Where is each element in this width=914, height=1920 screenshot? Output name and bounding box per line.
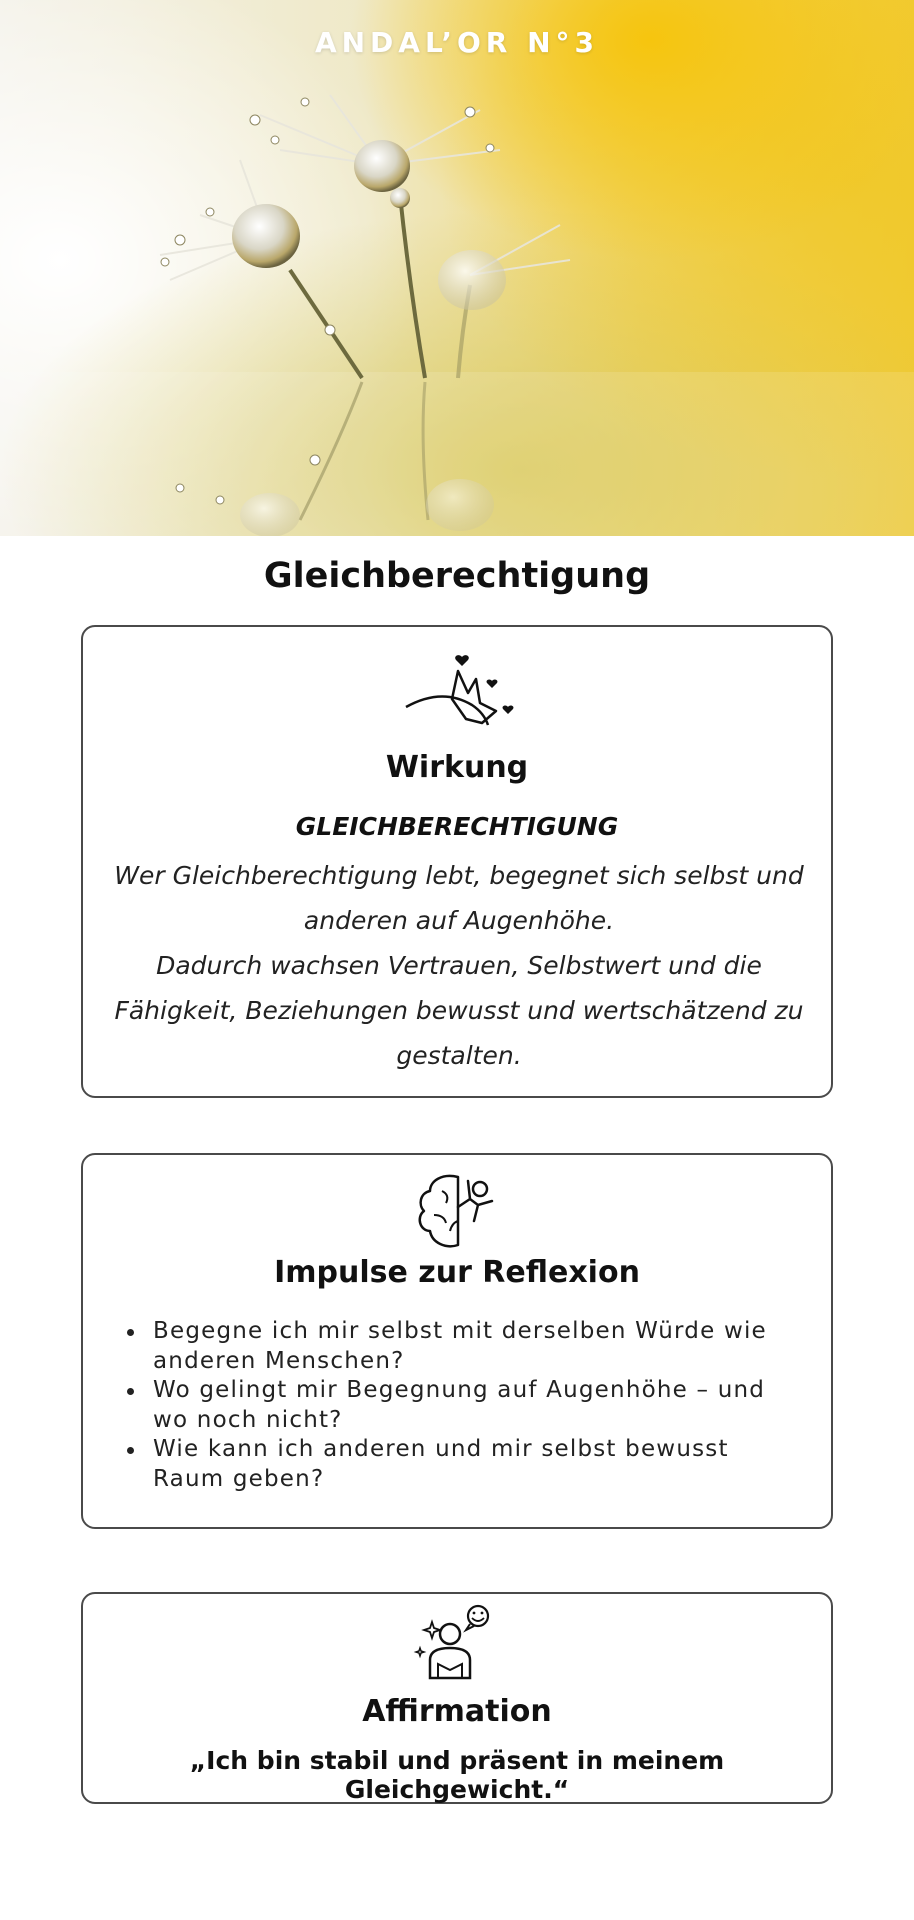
impulse-card <box>81 1153 833 1529</box>
reading-person-sparkles-icon <box>412 1604 502 1688</box>
wirkung-line: Wer Gleichberechtigung lebt, begegnet sich selbst und <box>114 861 804 890</box>
list-item: Begegne ich mir selbst mit derselben Würde wie anderen Menschen? <box>153 1317 793 1376</box>
affirmation-card <box>81 1592 833 1804</box>
dandelion-water-drops-photo <box>0 0 914 536</box>
affirmation-text: „Ich bin stabil und präsent in meinem Gleichgewicht.“ <box>189 1746 725 1804</box>
hero-image <box>0 0 914 536</box>
impulse-list <box>153 1317 793 1494</box>
wirkung-line: anderen auf Augenhöhe. <box>303 906 615 935</box>
crown-hearts-icon <box>392 645 522 735</box>
wirkung-description <box>113 853 805 1078</box>
list-item: Wo gelingt mir Begegnung auf Augenhöhe – und wo noch nicht? <box>153 1376 793 1435</box>
brand-title: ANDAL’OR N°3 <box>314 26 600 59</box>
list-item: Wie kann ich anderen und mir selbst bewusst Raum geben? <box>153 1435 793 1494</box>
page-title: Gleichberechtigung <box>263 556 651 596</box>
wirkung-heading: Wirkung <box>385 750 529 785</box>
impulse-heading: Impulse zur Reflexion <box>274 1255 640 1290</box>
affirmation-heading: Affirmation <box>362 1694 552 1729</box>
wirkung-card <box>81 625 833 1098</box>
wirkung-line: gestalten. <box>396 1041 522 1070</box>
brain-person-icon <box>412 1171 502 1253</box>
wirkung-line: Fähigkeit, Beziehungen bewusst und wertschätzend zu <box>114 996 804 1025</box>
wirkung-subheading: GLEICHBERECHTIGUNG <box>295 812 619 841</box>
wirkung-line: Dadurch wachsen Vertrauen, Selbstwert und die <box>156 951 762 980</box>
